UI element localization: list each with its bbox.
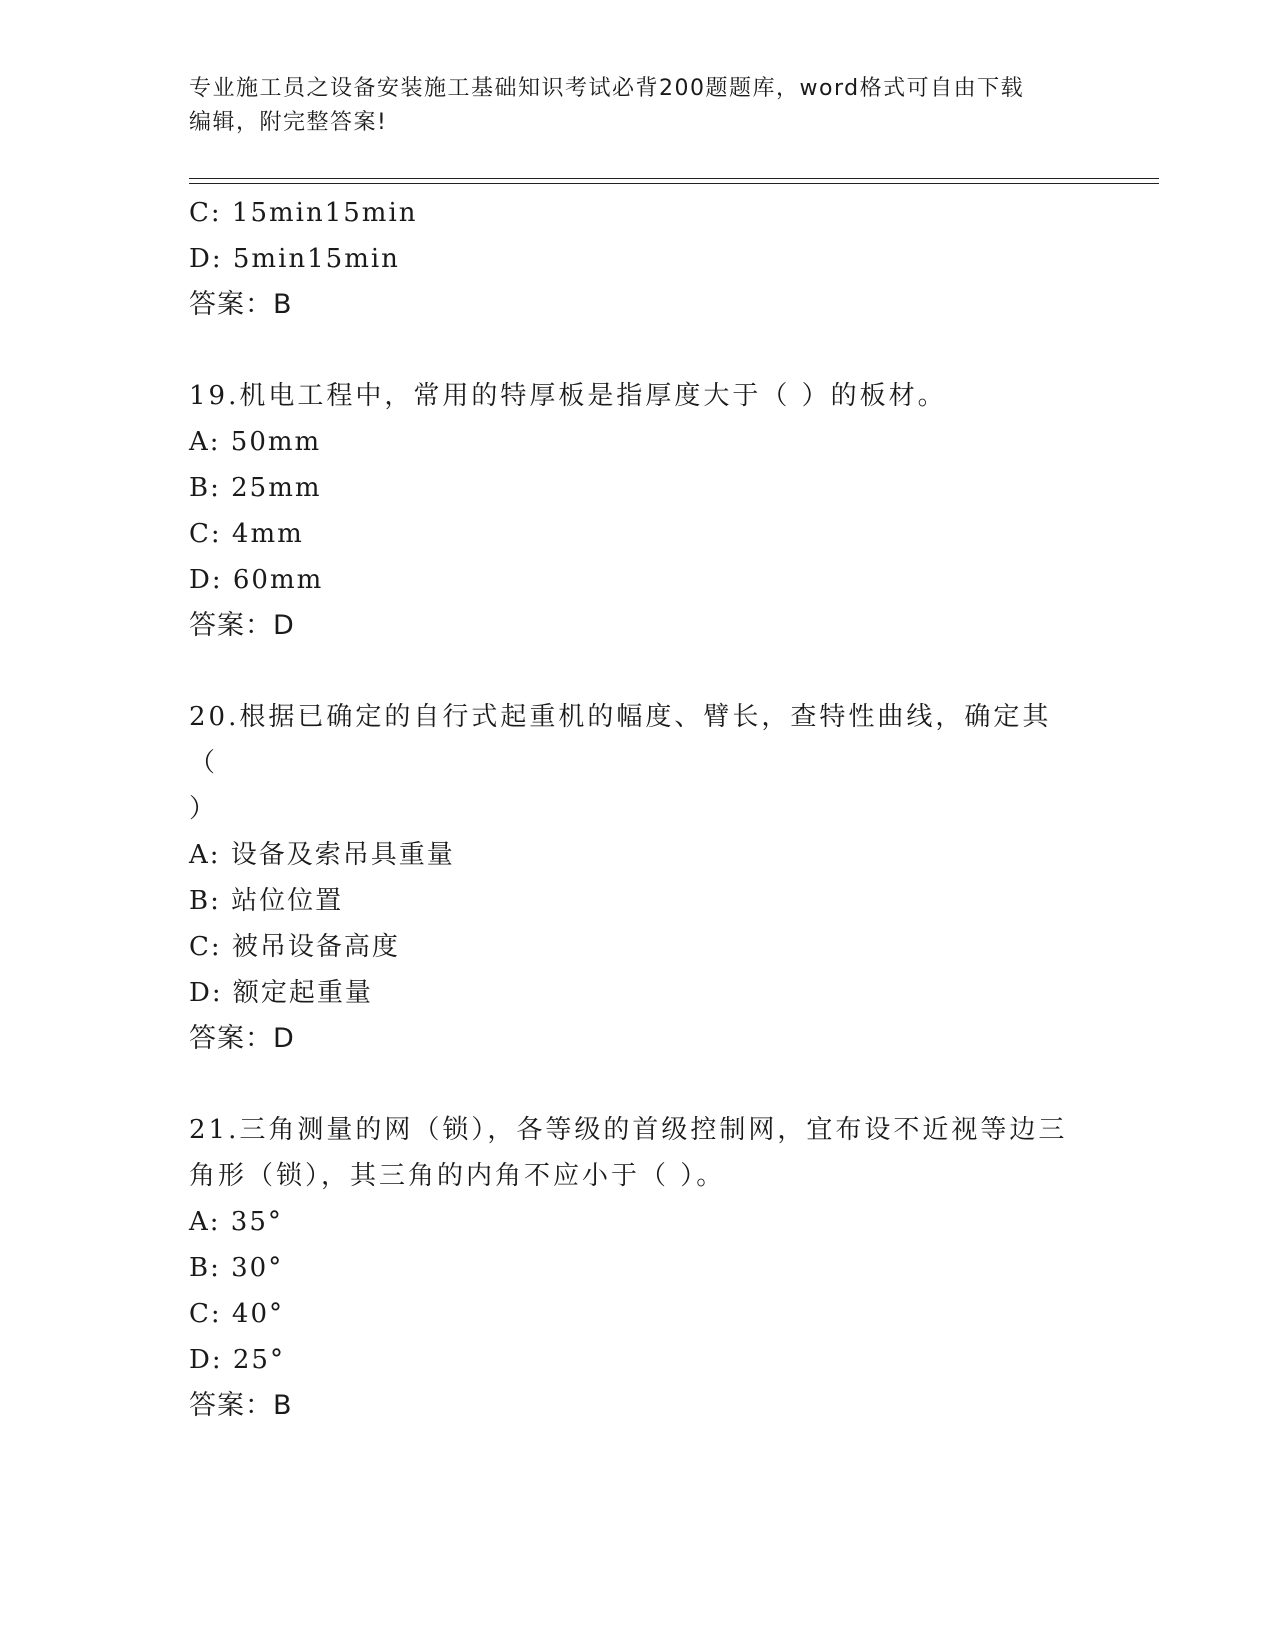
document-header <box>189 72 1069 140</box>
header-title-line-2: 编辑，附完整答案! <box>189 110 388 135</box>
option-c: C: 4mm <box>189 519 304 549</box>
option-d: D: 60mm <box>189 565 324 595</box>
header-divider-bottom <box>189 183 1159 184</box>
header-title-line-1: 专业施工员之设备安装施工基础知识考试必背200题题库，word格式可自由下载 <box>189 76 1025 101</box>
option-c: C: 被吊设备高度 <box>189 932 400 962</box>
option-c: C: 40° <box>189 1299 285 1329</box>
question-text-line-2: ） <box>189 794 219 824</box>
option-a: A: 50mm <box>189 427 322 457</box>
spacer <box>189 328 1089 373</box>
option-c: C: 15min15min <box>189 198 418 228</box>
option-a: A: 35° <box>189 1207 283 1237</box>
question-18-tail <box>189 190 1089 328</box>
question-text-line-2: 角形（锁），其三角的内角不应小于（ ）。 <box>189 1161 726 1191</box>
answer-line: 答案：D <box>189 610 295 641</box>
spacer <box>189 649 1089 694</box>
question-21 <box>189 1107 1089 1429</box>
option-d: D: 25° <box>189 1345 285 1375</box>
spacer <box>189 1062 1089 1107</box>
answer-line: 答案：B <box>189 1390 293 1421</box>
answer-line: 答案：D <box>189 1023 295 1054</box>
question-text-line-1: 21.三角测量的网（锁），各等级的首级控制网，宜布设不近视等边三 <box>189 1115 1068 1145</box>
question-text: 19.机电工程中，常用的特厚板是指厚度大于（ ）的板材。 <box>189 381 947 411</box>
option-b: B: 25mm <box>189 473 322 503</box>
question-text-line-1: 20.根据已确定的自行式起重机的幅度、臂长，查特性曲线，确定其（ <box>189 702 1052 778</box>
option-a: A: 设备及索吊具重量 <box>189 840 455 870</box>
question-19 <box>189 373 1089 649</box>
question-20 <box>189 694 1089 1062</box>
option-d: D: 额定起重量 <box>189 978 373 1008</box>
question-list <box>189 190 1089 1429</box>
answer-line: 答案：B <box>189 289 293 320</box>
header-divider-top <box>189 178 1159 179</box>
option-b: B: 站位位置 <box>189 886 344 916</box>
option-b: B: 30° <box>189 1253 284 1283</box>
option-d: D: 5min15min <box>189 244 400 274</box>
